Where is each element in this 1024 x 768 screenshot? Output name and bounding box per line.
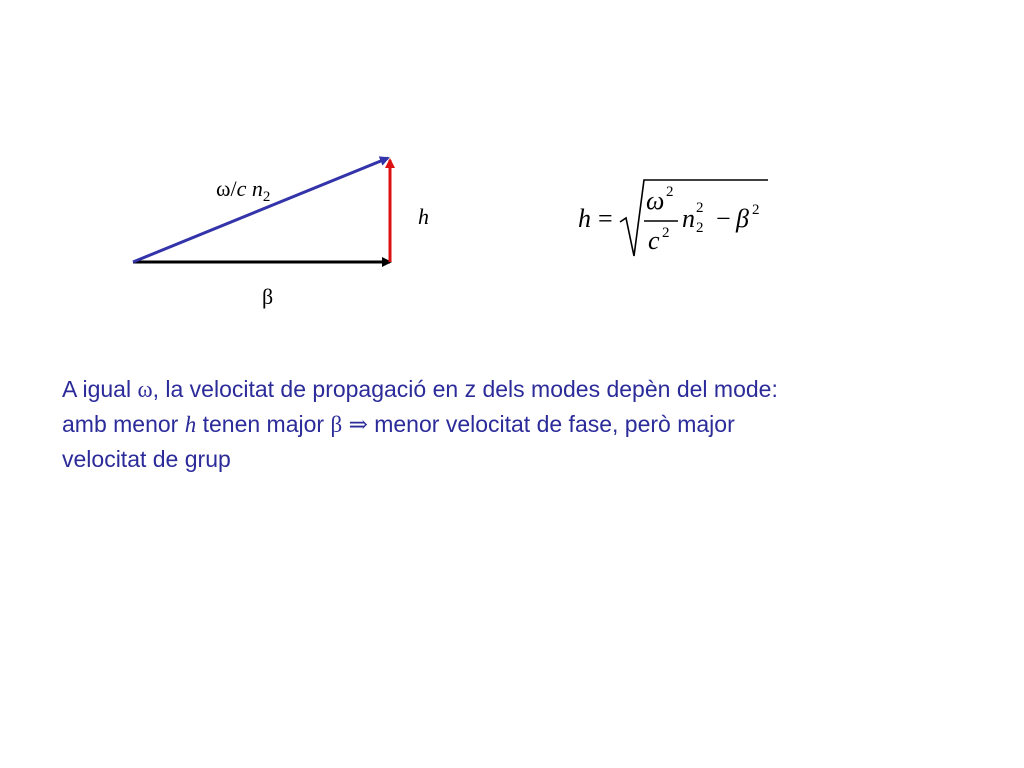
formula-numerator: ω <box>646 186 665 215</box>
formula-denominator: c <box>648 226 660 255</box>
base-label: β <box>262 284 274 309</box>
text-line-2 <box>62 407 982 442</box>
beta-exponent: 2 <box>752 202 760 218</box>
formula-equals: = <box>598 204 613 233</box>
n-symbol: n <box>251 176 263 201</box>
implies-symbol: ⇒ <box>348 412 368 437</box>
text-segment: tenen major <box>196 411 331 437</box>
text-segment: menor velocitat de fase, però major <box>367 411 735 437</box>
h-symbol-text: h <box>184 412 197 437</box>
beta-symbol-text: β <box>330 412 343 437</box>
n-subscript-formula: 2 <box>696 220 704 236</box>
vertical-label: h <box>418 204 429 229</box>
n-subscript: 2 <box>262 189 271 205</box>
text-segment: A igual <box>62 376 138 402</box>
c-symbol: c <box>236 176 247 201</box>
formula-beta: β <box>736 204 749 233</box>
hypotenuse-label <box>216 176 270 206</box>
omega-symbol-text: ω <box>137 377 153 402</box>
formula-n: n <box>682 204 695 233</box>
slash-symbol: / <box>230 176 237 201</box>
explanation-text <box>62 372 982 476</box>
formula-lhs: h <box>578 204 591 233</box>
text-segment: amb menor <box>62 411 185 437</box>
wave-vector-arrow <box>133 158 388 262</box>
text-line-3: velocitat de grup <box>62 446 231 472</box>
text-line-1 <box>62 372 982 407</box>
formula <box>578 176 778 266</box>
denominator-exponent: 2 <box>662 225 670 241</box>
n-superscript: 2 <box>696 200 704 216</box>
text-segment: , la velocitat de propagació en z dels modes depèn del mode: <box>152 376 778 402</box>
omega-symbol: ω <box>216 176 231 201</box>
formula-minus: − <box>716 204 731 233</box>
numerator-exponent: 2 <box>666 184 674 200</box>
